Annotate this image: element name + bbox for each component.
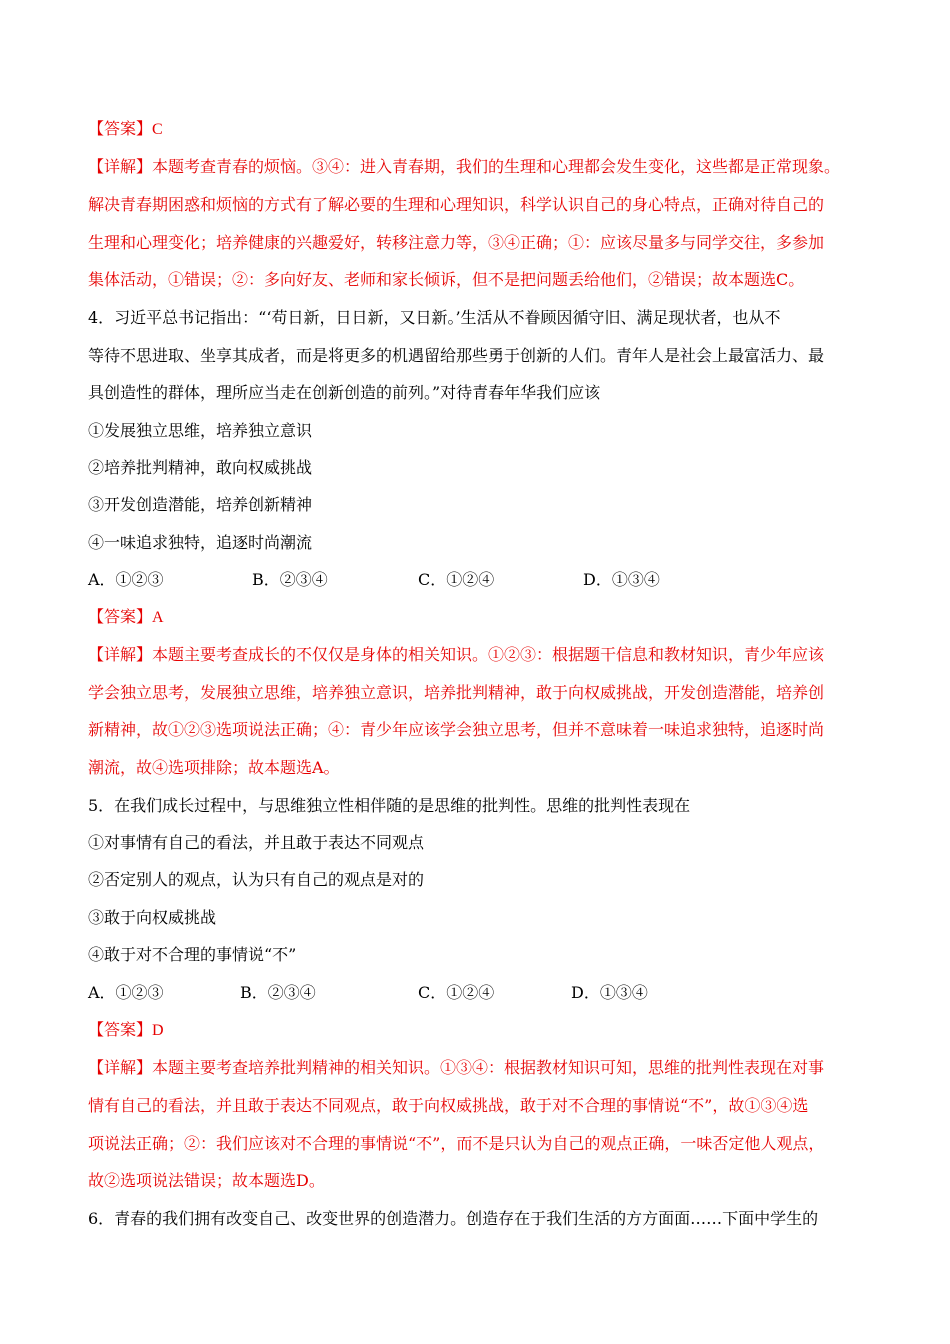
- q5-detail-line: 故②选项说法错误；故本题选D。: [88, 1171, 325, 1190]
- q3-detail-line: 【详解】本题考查青春的烦恼。③④：进入青春期，我们的生理和心理都会发生变化，这些都是正常现象。: [88, 157, 841, 176]
- q5-statement: ①对事情有自己的看法，并且敢于表达不同观点: [88, 833, 425, 852]
- q4-option-c: C．①②④: [418, 570, 495, 589]
- q4-answer: [88, 607, 164, 628]
- q6-stem-line: 6．青春的我们拥有改变自己、改变世界的创造潜力。创造存在于我们生活的方方面面……下面中学生的: [88, 1209, 819, 1228]
- answer-label: 【答案】: [88, 119, 153, 138]
- q5-statement: ②否定别人的观点，认为只有自己的观点是对的: [88, 870, 425, 889]
- q5-option-a: A．①②③: [88, 983, 164, 1002]
- q4-stem-line: 4．习近平总书记指出：“‘苟日新，日日新，又日新。’生活从不眷顾因循守旧、满足现状者，也从不: [88, 308, 781, 327]
- q4-option-a: A．①②③: [88, 570, 164, 589]
- q5-detail-line: 情有自己的看法，并且敢于表达不同观点，敢于向权威挑战，敢于对不合理的事情说“不”，故①③④选: [88, 1096, 809, 1115]
- q4-statement: ②培养批判精神，敢向权威挑战: [88, 458, 313, 477]
- answer-value: C: [152, 121, 163, 138]
- q5-detail-line: 【详解】本题主要考查培养批判精神的相关知识。①③④：根据教材知识可知，思维的批判性表现在对事: [88, 1058, 825, 1077]
- q4-detail-line: 【详解】本题主要考查成长的不仅仅是身体的相关知识。①②③：根据题干信息和教材知识，青少年应该: [88, 645, 825, 664]
- q4-detail-line: 潮流，故④选项排除；故本题选A。: [88, 758, 340, 777]
- q5-statement: ③敢于向权威挑战: [88, 908, 217, 927]
- q5-statement: ④敢于对不合理的事情说“不”: [88, 945, 297, 964]
- q4-option-d: D．①③④: [583, 570, 660, 589]
- q4-statement: ①发展独立思维，培养独立意识: [88, 421, 313, 440]
- q5-detail-line: 项说法正确；②：我们应该对不合理的事情说“不”，而不是只认为自己的观点正确，一味否定他人观点，: [88, 1134, 825, 1153]
- answer-label: 【答案】: [88, 1020, 153, 1039]
- q4-option-b: B．②③④: [252, 570, 328, 589]
- answer-value: A: [152, 609, 164, 626]
- q4-statement: ③开发创造潜能，培养创新精神: [88, 495, 313, 514]
- q4-detail-line: 新精神，故①②③选项说法正确；④：青少年应该学会独立思考，但并不意味着一味追求独特，追逐时尚: [88, 720, 825, 739]
- q3-detail-line: 解决青春期困惑和烦恼的方式有了解必要的生理和心理知识，科学认识自己的身心特点，正确对待自己的: [88, 195, 825, 214]
- q4-stem-line: 等待不思进取、坐享其成者，而是将更多的机遇留给那些勇于创新的人们。青年人是社会上最富活力、最: [88, 346, 825, 365]
- q5-answer: [88, 1020, 164, 1041]
- q3-answer: [88, 119, 163, 140]
- answer-label: 【答案】: [88, 607, 153, 626]
- answer-value: D: [152, 1022, 164, 1039]
- q5-option-d: D．①③④: [571, 983, 648, 1002]
- q5-option-b: B．②③④: [240, 983, 316, 1002]
- q5-option-c: C．①②④: [418, 983, 495, 1002]
- q3-detail-line: 生理和心理变化；培养健康的兴趣爱好，转移注意力等，③④正确；①：应该尽量多与同学交往，多参加: [88, 233, 825, 252]
- q4-detail-line: 学会独立思考，发展独立思维，培养独立意识，培养批判精神，敢于向权威挑战，开发创造潜能，培养创: [88, 683, 825, 702]
- q4-statement: ④一味追求独特，追逐时尚潮流: [88, 533, 313, 552]
- q4-stem-line: 具创造性的群体，理所应当走在创新创造的前列。”对待青春年华我们应该: [88, 383, 601, 402]
- q3-detail-line: 集体活动，①错误；②：多向好友、老师和家长倾诉，但不是把问题丢给他们，②错误；故本题选C。: [88, 270, 805, 289]
- q5-stem-line: 5．在我们成长过程中，与思维独立性相伴随的是思维的批判性。思维的批判性表现在: [88, 796, 691, 815]
